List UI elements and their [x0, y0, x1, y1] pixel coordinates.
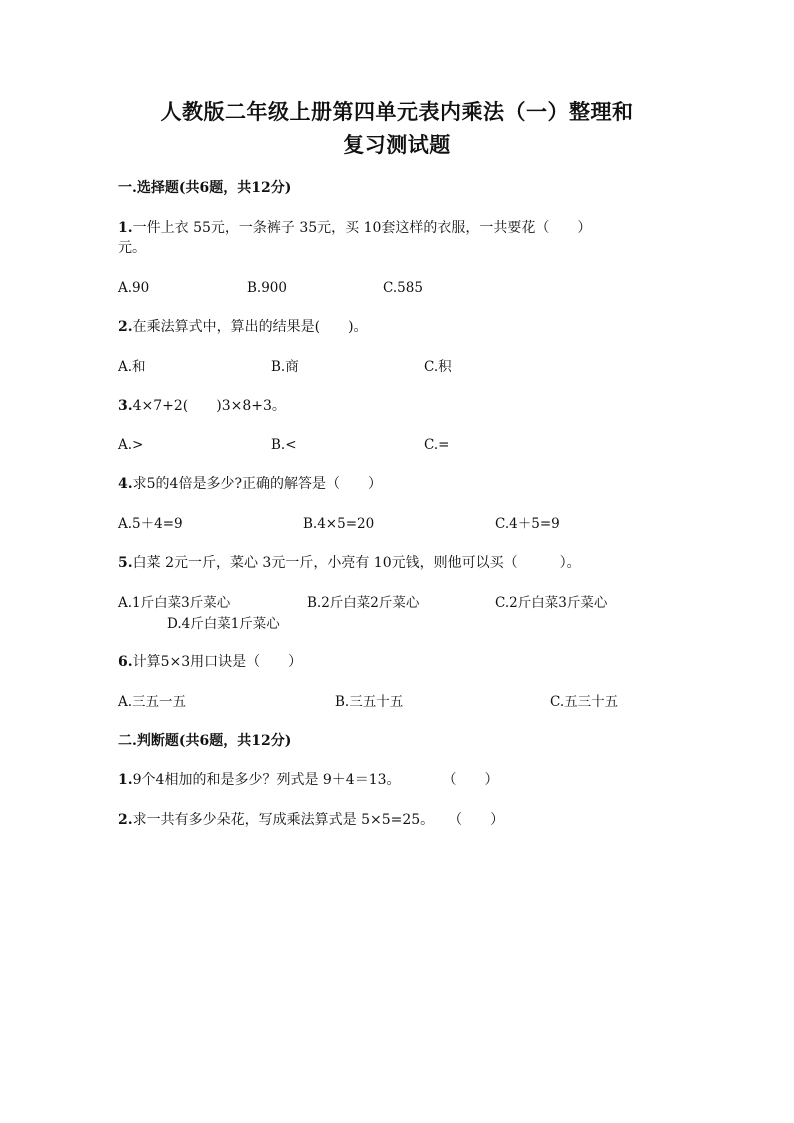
question-2	[118, 317, 368, 337]
question-number: 1.	[118, 772, 133, 788]
question-text: 计算5×3用口诀是（ ）	[132, 654, 303, 670]
question-number: 2.	[118, 812, 133, 828]
question-4	[118, 474, 382, 494]
option-b[interactable]: B.2斤白菜2斤菜心	[307, 595, 420, 611]
question-text: 白菜 2元一斤，菜心 3元一斤，小亮有 10元钱，则他可以买（ ）。	[132, 555, 581, 571]
option-c[interactable]: C.2斤白菜3斤菜心	[495, 595, 608, 611]
question-text: 4×7+2( )3×8+3。	[132, 398, 286, 414]
question-1	[118, 218, 591, 238]
question-number: 6.	[118, 654, 133, 670]
question-number: 4.	[118, 476, 133, 492]
question-1-continued: 元。	[118, 240, 146, 256]
option-b[interactable]: B.900	[247, 280, 287, 296]
question-number: 1.	[118, 220, 133, 236]
option-a[interactable]: A.1斤白菜3斤菜心	[118, 595, 231, 611]
question-3	[118, 396, 286, 416]
option-d[interactable]: D.4斤白菜1斤菜心	[167, 616, 280, 632]
option-c[interactable]: C.585	[383, 280, 423, 296]
option-c[interactable]: C.4＋5=9	[495, 516, 560, 532]
judgment-question-1	[118, 770, 499, 790]
option-b[interactable]: B.商	[271, 359, 299, 375]
question-text: 求5的4倍是多少?正确的解答是（ ）	[132, 476, 382, 492]
option-b[interactable]: B.<	[271, 437, 297, 453]
page-title-line-2: 复习测试题	[343, 132, 451, 157]
question-number: 5.	[118, 555, 133, 571]
option-a[interactable]: A.5＋4=9	[118, 516, 183, 532]
question-6	[118, 652, 302, 672]
question-number: 2.	[118, 319, 133, 335]
option-c[interactable]: C.积	[424, 359, 452, 375]
option-c[interactable]: C.=	[424, 437, 450, 453]
judgment-question-2	[118, 810, 504, 830]
option-c[interactable]: C.五三十五	[550, 694, 619, 710]
option-a[interactable]: A.>	[118, 437, 144, 453]
section-heading-judgment: 二.判断题(共6题，共12分)	[118, 733, 292, 749]
question-number: 3.	[118, 398, 133, 414]
option-b[interactable]: B.三五十五	[335, 694, 404, 710]
option-b[interactable]: B.4×5=20	[303, 516, 375, 532]
option-a[interactable]: A.90	[118, 280, 150, 296]
option-a[interactable]: A.三五一五	[118, 694, 187, 710]
page-title-line-1: 人教版二年级上册第四单元表内乘法（一）整理和	[160, 99, 634, 124]
question-text: 在乘法算式中，算出的结果是( )。	[132, 319, 368, 335]
section-heading-choice: 一.选择题(共6题，共12分)	[118, 180, 292, 196]
question-text: 9个4相加的和是多少？列式是 9＋4＝13。 （ ）	[132, 772, 499, 788]
question-5	[118, 553, 581, 573]
question-text: 求一共有多少朵花，写成乘法算式是 5×5=25。 （ ）	[132, 812, 505, 828]
question-text: 一件上衣 55元，一条裤子 35元，买 10套这样的衣服，一共要花（ ）	[132, 220, 592, 236]
option-a[interactable]: A.和	[118, 359, 146, 375]
